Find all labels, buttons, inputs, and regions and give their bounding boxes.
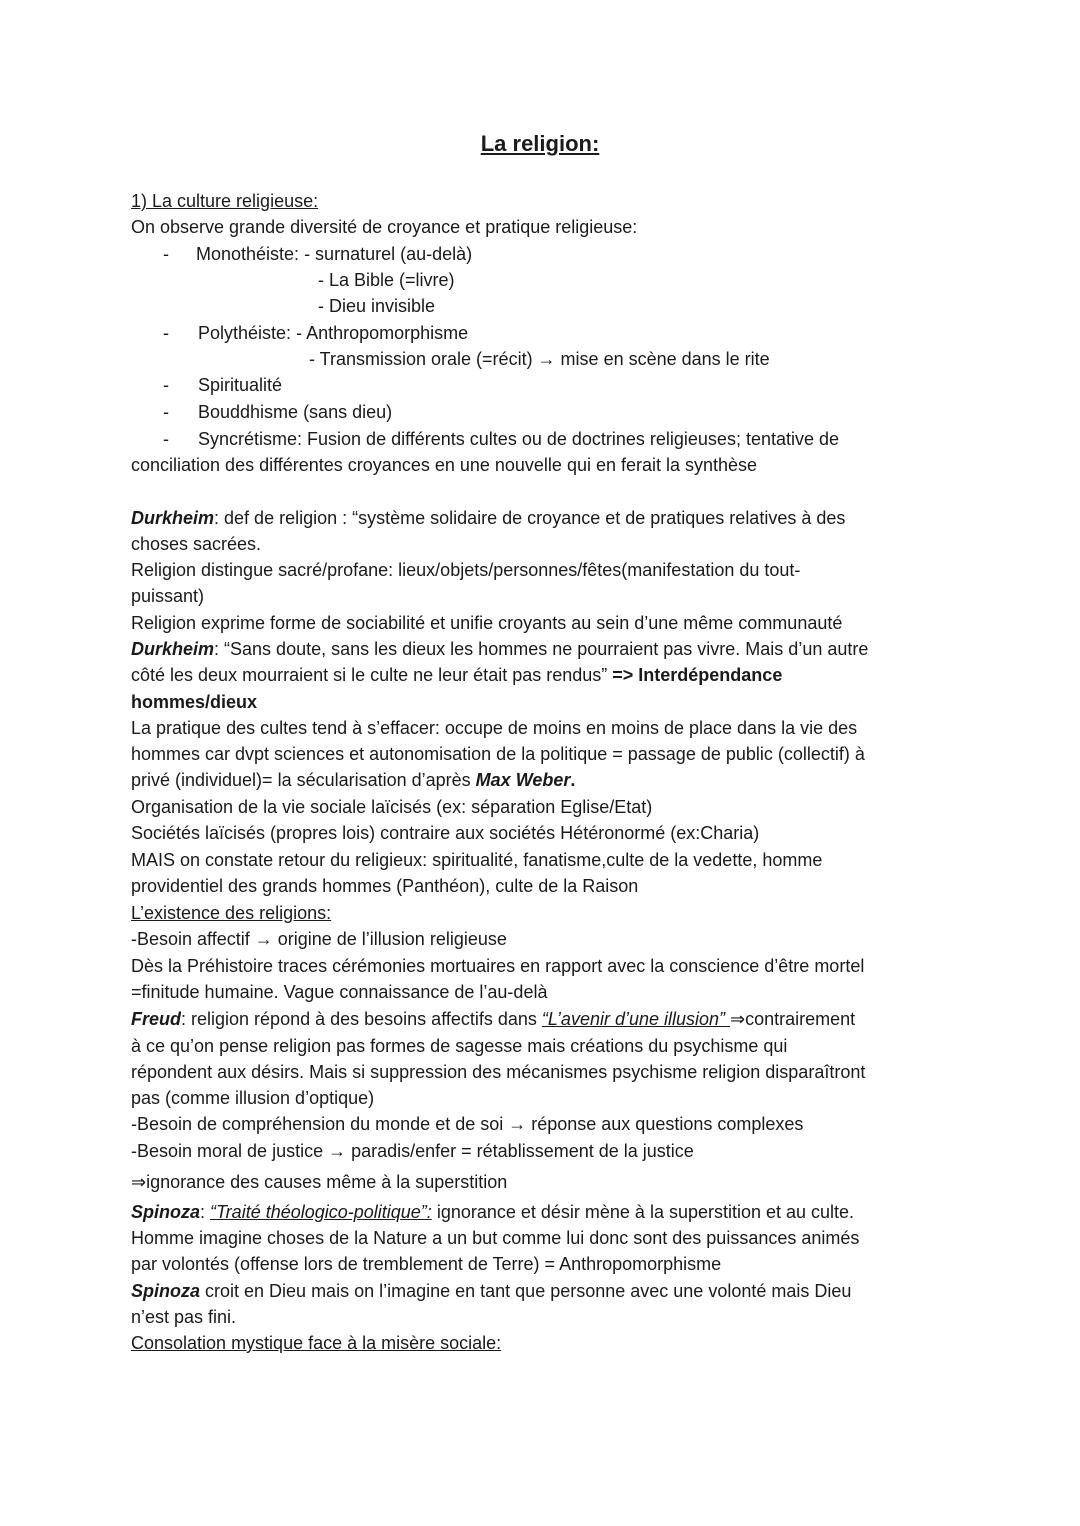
text-line: Sociétés laïcisés (propres lois) contraire aux sociétés Hétéronormé (ex:Charia): [131, 823, 760, 843]
text-line: -Besoin moral de justice → paradis/enfer = rétablissement de la justice: [131, 1141, 694, 1161]
spinoza-line: Spinoza: “Traité théologico-politique”: ignorance et désir mène à la superstition et au culte.: [131, 1202, 855, 1222]
text-line: =finitude humaine. Vague connaissance de l’au-delà: [131, 982, 548, 1002]
list-item-spiritualite: Spiritualité: [198, 375, 283, 395]
text-line: choses sacrées.: [131, 534, 262, 554]
text-line: ⇒ignorance des causes même à la superstition: [131, 1172, 508, 1192]
text-line: puissant): [131, 586, 205, 606]
text-line: par volontés (offense lors de tremblement de Terre) = Anthropomorphisme: [131, 1254, 722, 1274]
page-title: La religion:: [480, 131, 600, 156]
text-line: providentiel des grands hommes (Panthéon), culte de la Raison: [131, 876, 639, 896]
text-line: conciliation des différentes croyances en une nouvelle qui en ferait la synthèse: [131, 455, 758, 475]
text-line: Dès la Préhistoire traces cérémonies mortuaires en rapport avec la conscience d’être mortel: [131, 956, 865, 976]
text-line: Organisation de la vie sociale laïcisés (ex: séparation Eglise/Etat): [131, 797, 653, 817]
text-line: Homme imagine choses de la Nature a un but comme lui donc sont des puissances animés: [131, 1228, 860, 1248]
text-line: La pratique des cultes tend à s’effacer: occupe de moins en moins de place dans la vie des: [131, 718, 858, 738]
text-line: hommes/dieux: [131, 692, 258, 712]
text-line: privé (individuel)= la sécularisation d’après Max Weber.: [131, 770, 576, 790]
list-subitem: - Dieu invisible: [318, 296, 436, 316]
bullet-dash: -: [163, 402, 169, 422]
text-line: côté les deux mourraient si le culte ne leur était pas rendus” => Interdépendance: [131, 665, 783, 685]
section-heading-consolation: Consolation mystique face à la misère sociale:: [131, 1333, 502, 1353]
bullet-dash: -: [163, 244, 169, 264]
freud-line: Freud: religion répond à des besoins affectifs dans “L’avenir d’une illusion” ⇒contrairement: [131, 1009, 856, 1029]
section-heading-culture: 1) La culture religieuse:: [131, 191, 319, 211]
list-subitem: - La Bible (=livre): [318, 270, 455, 290]
text-line: pas (comme illusion d’optique): [131, 1088, 375, 1108]
durkheim-quote: Durkheim: “Sans doute, sans les dieux les hommes ne pourraient pas vivre. Mais d’un autre: [131, 639, 869, 659]
text-line: -Besoin de compréhension du monde et de soi → réponse aux questions complexes: [131, 1114, 804, 1134]
text-line: à ce qu’on pense religion pas formes de sagesse mais créations du psychisme qui: [131, 1036, 788, 1056]
list-item-monotheiste: Monothéiste: - surnaturel (au-delà): [196, 244, 473, 264]
section-heading-existence: L’existence des religions:: [131, 903, 332, 923]
text-line: On observe grande diversité de croyance et pratique religieuse:: [131, 217, 638, 237]
list-item-bouddhisme: Bouddhisme (sans dieu): [198, 402, 393, 422]
text-line: -Besoin affectif → origine de l’illusion religieuse: [131, 929, 507, 949]
text-line: MAIS on constate retour du religieux: spiritualité, fanatisme,culte de la vedette, homme: [131, 850, 823, 870]
text-line: Religion distingue sacré/profane: lieux/objets/personnes/fêtes(manifestation du tout-: [131, 560, 801, 580]
text-line: n’est pas fini.: [131, 1307, 237, 1327]
spinoza-line: Spinoza croit en Dieu mais on l’imagine en tant que personne avec une volonté mais Dieu: [131, 1281, 852, 1301]
list-subitem: - Transmission orale (=récit) → mise en scène dans le rite: [309, 349, 770, 369]
text-line: Religion exprime forme de sociabilité et unifie croyants au sein d’une même communauté: [131, 613, 843, 633]
list-item-polytheiste: Polythéiste: - Anthropomorphisme: [198, 323, 469, 343]
bullet-dash: -: [163, 375, 169, 395]
text-line: hommes car dvpt sciences et autonomisation de la politique = passage de public (collectif) à: [131, 744, 865, 764]
list-item-syncretisme: Syncrétisme: Fusion de différents cultes ou de doctrines religieuses; tentative de: [198, 429, 840, 449]
durkheim-definition: Durkheim: def de religion : “système solidaire de croyance et de pratiques relatives à des: [131, 508, 846, 528]
text-line: répondent aux désirs. Mais si suppression des mécanismes psychisme religion disparaîtront: [131, 1062, 866, 1082]
bullet-dash: -: [163, 429, 169, 449]
bullet-dash: -: [163, 323, 169, 343]
